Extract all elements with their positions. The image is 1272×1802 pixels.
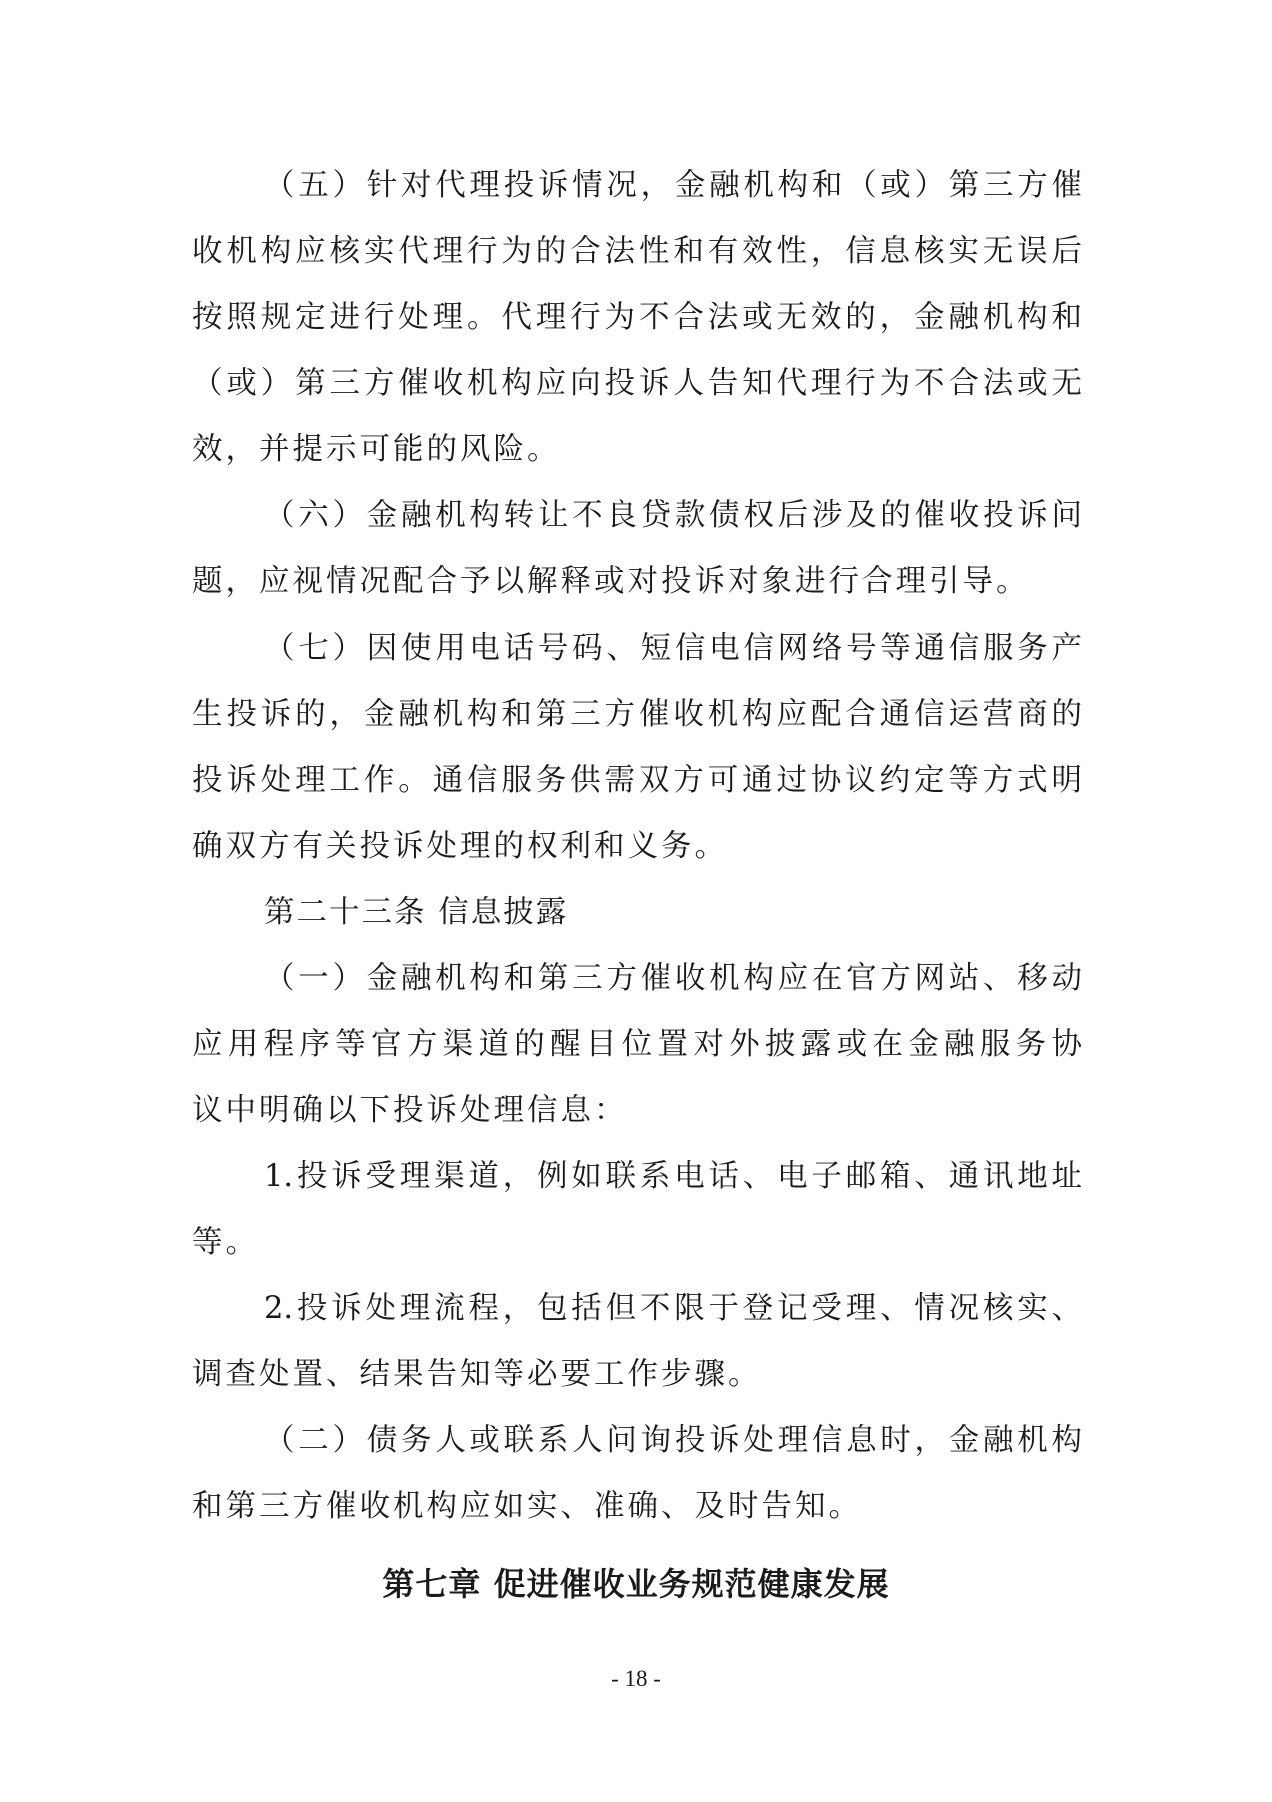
paragraph-line: 应用程序等官方渠道的醒目位置对外披露或在金融服务协 xyxy=(192,1027,1082,1062)
list-item-line: 1.投诉受理渠道，例如联系电话、电子邮箱、通讯地址 xyxy=(264,1159,1082,1194)
paragraph-line: 议中明确以下投诉处理信息： xyxy=(192,1093,628,1128)
chapter-title: 第七章 促进催收业务规范健康发展 xyxy=(382,1565,890,1603)
paragraph-line: 题，应视情况配合予以解释或对投诉对象进行合理引导。 xyxy=(192,564,1030,599)
article-heading: 第二十三条 信息披露 xyxy=(264,895,569,930)
paragraph-line: 投诉处理工作。通信服务供需双方可通过协议约定等方式明 xyxy=(192,763,1082,798)
paragraph-line: 按照规定进行处理。代理行为不合法或无效的，金融机构和 xyxy=(192,300,1082,335)
paragraph-line: 生投诉的，金融机构和第三方催收机构应配合通信运营商的 xyxy=(192,697,1082,732)
paragraph-line: 和第三方催收机构应如实、准确、及时告知。 xyxy=(192,1489,862,1524)
paragraph-line: 收机构应核实代理行为的合法性和有效性，信息核实无误后 xyxy=(192,234,1082,269)
list-item-line: 调查处置、结果告知等必要工作步骤。 xyxy=(192,1357,762,1392)
paragraph-line: （一）金融机构和第三方催收机构应在官方网站、移动 xyxy=(264,961,1082,996)
paragraph-line: （或）第三方催收机构应向投诉人告知代理行为不合法或无 xyxy=(192,366,1082,401)
page-number: - 18 - xyxy=(611,1666,661,1691)
paragraph-line: （六）金融机构转让不良贷款债权后涉及的催收投诉问 xyxy=(264,498,1082,533)
list-item-line: 等。 xyxy=(192,1225,259,1260)
paragraph-line: （二）债务人或联系人问询投诉处理信息时，金融机构 xyxy=(264,1423,1082,1458)
list-item-line: 2.投诉处理流程，包括但不限于登记受理、情况核实、 xyxy=(264,1291,1082,1326)
paragraph-line: （七）因使用电话号码、短信电信网络号等通信服务产 xyxy=(264,631,1082,666)
paragraph-line: （五）针对代理投诉情况，金融机构和（或）第三方催 xyxy=(264,168,1082,203)
paragraph-line: 确双方有关投诉处理的权利和义务。 xyxy=(192,829,728,864)
paragraph-line: 效，并提示可能的风险。 xyxy=(192,432,561,467)
